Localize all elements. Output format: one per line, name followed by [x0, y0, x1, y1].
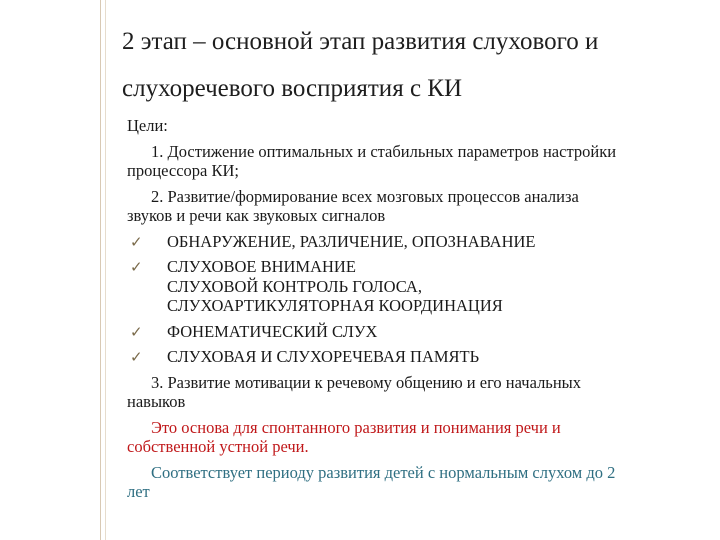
check-item-text: СЛУХОАРТИКУЛЯТОРНАЯ КООРДИНАЦИЯ — [167, 296, 503, 315]
title-line: 2 этап – основной этап развития слухового и — [122, 28, 599, 55]
check-item-text: СЛУХОВОЙ КОНТРОЛЬ ГОЛОСА, — [167, 276, 422, 296]
goal-1-line: 1. Достижение оптимальных и стабильных параметров настройки — [151, 141, 617, 161]
goal-1 — [127, 142, 702, 181]
check-item-memory — [127, 347, 702, 367]
goal-3-line: навыков — [127, 392, 186, 411]
slide-content — [127, 116, 702, 508]
note-red — [127, 418, 702, 457]
goal-3 — [127, 373, 702, 412]
checkmark-icon: ✓ — [130, 232, 143, 251]
note-teal-line: Соответствует периоду развития детей с нормальным слухом до 2 — [151, 462, 616, 482]
note-red-line: собственной устной речи. — [127, 437, 309, 456]
goal-2-line: 2. Развитие/формирование всех мозговых процессов анализа — [151, 186, 579, 206]
slide-title — [122, 18, 707, 112]
checkmark-icon: ✓ — [130, 322, 143, 341]
goals-label: Цели: — [127, 116, 168, 135]
note-teal — [127, 463, 702, 502]
check-item-attention — [127, 257, 702, 316]
check-item-text: ФОНЕМАТИЧЕСКИЙ СЛУХ — [167, 321, 378, 341]
checkmark-icon: ✓ — [130, 258, 143, 276]
goal-2 — [127, 187, 702, 226]
goal-1-line: процессора КИ; — [127, 161, 239, 180]
goal-2-line: звуков и речи как звуковых сигналов — [127, 206, 386, 225]
note-teal-line: лет — [127, 482, 150, 501]
note-red-line: Это основа для спонтанного развития и понимания речи и — [151, 417, 561, 437]
title-line: слухоречевого восприятия с КИ — [122, 75, 463, 102]
check-item-text: ОБНАРУЖЕНИЕ, РАЗЛИЧЕНИЕ, ОПОЗНАВАНИЕ — [167, 231, 536, 251]
check-item-text: СЛУХОВОЕ ВНИМАНИЕ — [167, 257, 356, 276]
check-item-phonemic — [127, 322, 702, 342]
checkmark-icon: ✓ — [130, 348, 143, 366]
check-item-detection — [127, 232, 702, 252]
goal-3-line: 3. Развитие мотивации к речевому общению и его начальных — [151, 372, 581, 392]
check-item-text: СЛУХОВАЯ И СЛУХОРЕЧЕВАЯ ПАМЯТЬ — [167, 347, 480, 366]
